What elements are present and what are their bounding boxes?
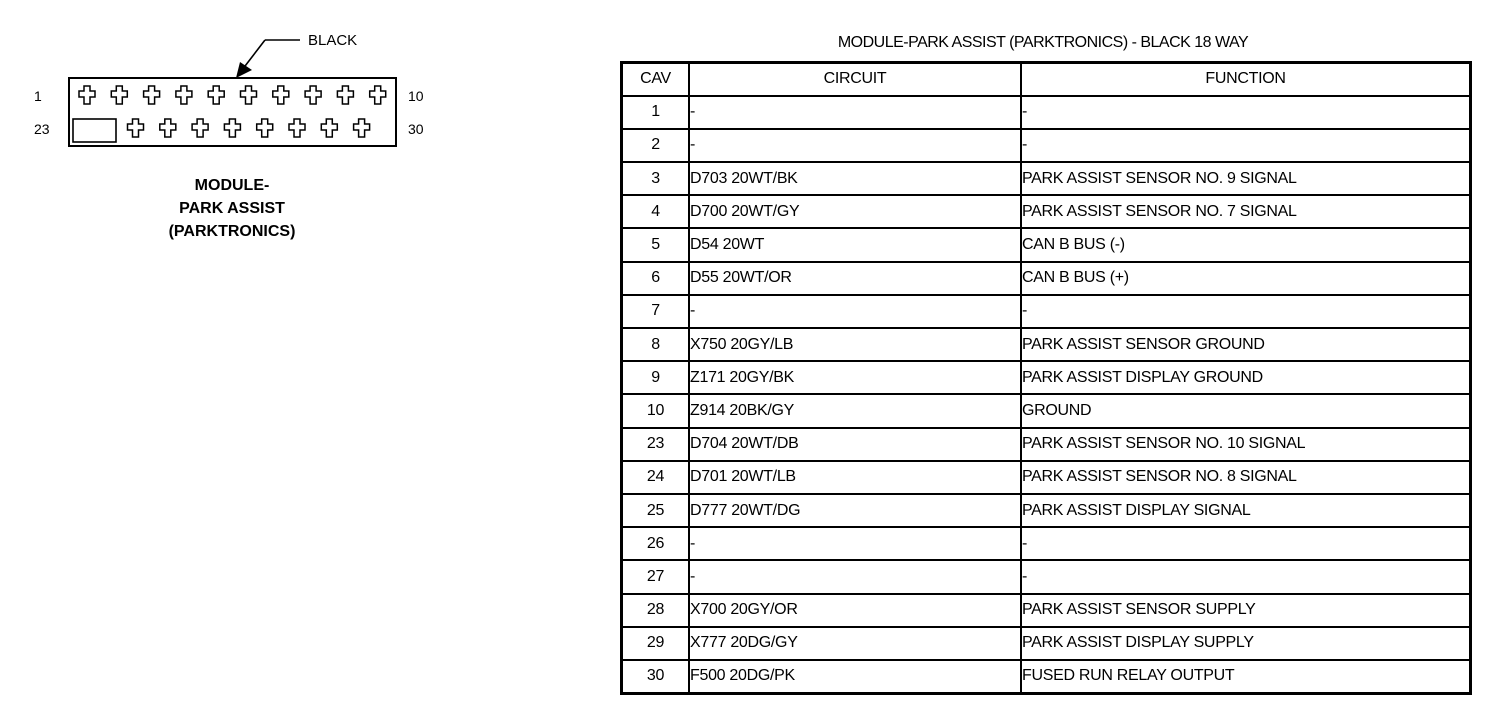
- cell-circuit: F500 20DG/PK: [689, 660, 1021, 693]
- cell-cav: 3: [622, 162, 690, 195]
- table-row: [622, 129, 1471, 162]
- pin-label-bottom-right: 30: [408, 121, 424, 137]
- table-row: [622, 394, 1471, 427]
- pin-label-bottom-left: 23: [34, 121, 50, 137]
- pinout-header-row: [622, 63, 1471, 96]
- cell-function: PARK ASSIST SENSOR GROUND: [1021, 328, 1471, 361]
- cell-cav: 4: [622, 195, 690, 228]
- connector-color-label: BLACK: [308, 32, 358, 49]
- cell-circuit: -: [689, 527, 1021, 560]
- cell-circuit: D54 20WT: [689, 228, 1021, 261]
- cell-circuit: X777 20DG/GY: [689, 627, 1021, 660]
- cell-function: PARK ASSIST SENSOR NO. 7 SIGNAL: [1021, 195, 1471, 228]
- cell-function: -: [1021, 560, 1471, 593]
- cell-circuit: -: [689, 96, 1021, 129]
- cell-circuit: D704 20WT/DB: [689, 428, 1021, 461]
- table-row: [622, 295, 1471, 328]
- cell-function: -: [1021, 96, 1471, 129]
- cell-circuit: D703 20WT/BK: [689, 162, 1021, 195]
- cell-function: -: [1021, 295, 1471, 328]
- connector-drawing: [0, 0, 440, 260]
- table-row: [622, 328, 1471, 361]
- cell-function: PARK ASSIST SENSOR NO. 8 SIGNAL: [1021, 461, 1471, 494]
- cell-cav: 27: [622, 560, 690, 593]
- header-cav: CAV: [622, 63, 690, 96]
- pinout-table-title: MODULE-PARK ASSIST (PARKTRONICS) - BLACK 18 WAY: [837, 34, 1249, 51]
- cell-cav: 28: [622, 594, 690, 627]
- cell-function: -: [1021, 129, 1471, 162]
- cell-function: PARK ASSIST DISPLAY GROUND: [1021, 361, 1471, 394]
- cell-function: PARK ASSIST DISPLAY SIGNAL: [1021, 494, 1471, 527]
- pin-label-top-left: 1: [34, 88, 42, 104]
- table-row: [622, 195, 1471, 228]
- cell-circuit: D55 20WT/OR: [689, 262, 1021, 295]
- table-row: [622, 361, 1471, 394]
- cell-circuit: D700 20WT/GY: [689, 195, 1021, 228]
- cell-cav: 30: [622, 660, 690, 693]
- cell-cav: 24: [622, 461, 690, 494]
- header-function: FUNCTION: [1021, 63, 1471, 96]
- pinout-table: [620, 61, 1472, 695]
- cell-cav: 5: [622, 228, 690, 261]
- cell-cav: 6: [622, 262, 690, 295]
- table-row: [622, 560, 1471, 593]
- cell-cav: 2: [622, 129, 690, 162]
- table-row: [622, 494, 1471, 527]
- connector-name-line-1: MODULE-: [194, 177, 270, 194]
- cell-cav: 7: [622, 295, 690, 328]
- table-row: [622, 262, 1471, 295]
- table-row: [622, 461, 1471, 494]
- cell-circuit: -: [689, 560, 1021, 593]
- table-row: [622, 162, 1471, 195]
- cell-cav: 23: [622, 428, 690, 461]
- table-row: [622, 594, 1471, 627]
- cell-function: PARK ASSIST SENSOR NO. 10 SIGNAL: [1021, 428, 1471, 461]
- cell-cav: 29: [622, 627, 690, 660]
- cell-function: PARK ASSIST DISPLAY SUPPLY: [1021, 627, 1471, 660]
- cell-cav: 1: [622, 96, 690, 129]
- cell-function: FUSED RUN RELAY OUTPUT: [1021, 660, 1471, 693]
- connector-name-line-3: (PARKTRONICS): [168, 223, 296, 240]
- cell-circuit: X750 20GY/LB: [689, 328, 1021, 361]
- connector-key-slot: [73, 119, 116, 142]
- cell-cav: 8: [622, 328, 690, 361]
- cell-function: PARK ASSIST SENSOR NO. 9 SIGNAL: [1021, 162, 1471, 195]
- cell-circuit: Z171 20GY/BK: [689, 361, 1021, 394]
- cell-cav: 10: [622, 394, 690, 427]
- cell-circuit: X700 20GY/OR: [689, 594, 1021, 627]
- cell-function: -: [1021, 527, 1471, 560]
- cell-cav: 25: [622, 494, 690, 527]
- table-row: [622, 527, 1471, 560]
- table-row: [622, 228, 1471, 261]
- cell-circuit: D701 20WT/LB: [689, 461, 1021, 494]
- cell-function: CAN B BUS (-): [1021, 228, 1471, 261]
- table-row: [622, 660, 1471, 693]
- cell-circuit: Z914 20BK/GY: [689, 394, 1021, 427]
- table-row: [622, 96, 1471, 129]
- color-label-arrow-icon: [236, 62, 252, 78]
- cell-cav: 26: [622, 527, 690, 560]
- cell-function: GROUND: [1021, 394, 1471, 427]
- cell-circuit: D777 20WT/DG: [689, 494, 1021, 527]
- cell-function: CAN B BUS (+): [1021, 262, 1471, 295]
- table-row: [622, 627, 1471, 660]
- cell-circuit: -: [689, 129, 1021, 162]
- header-circuit: CIRCUIT: [689, 63, 1021, 96]
- color-label-leader-diagonal: [242, 40, 265, 70]
- cell-function: PARK ASSIST SENSOR SUPPLY: [1021, 594, 1471, 627]
- table-row: [622, 428, 1471, 461]
- pin-label-top-right: 10: [408, 88, 424, 104]
- cell-circuit: -: [689, 295, 1021, 328]
- cell-cav: 9: [622, 361, 690, 394]
- connector-name-line-2: PARK ASSIST: [179, 200, 285, 217]
